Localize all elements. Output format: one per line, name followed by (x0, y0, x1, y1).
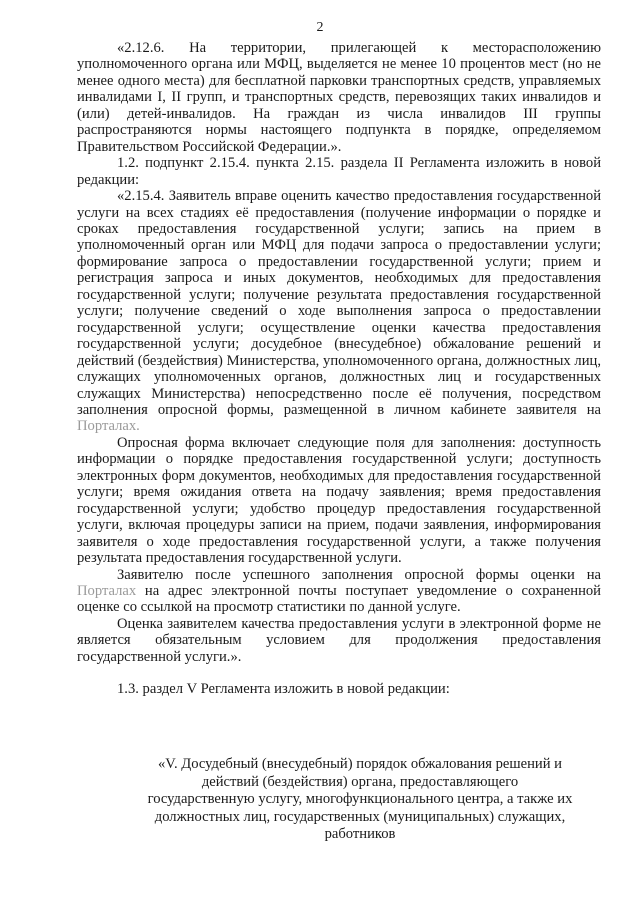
portals-link-text: Порталах. (77, 418, 140, 435)
heading-line-1: «V. Досудебный (внесудебный) порядок обжалования решений и (158, 756, 562, 772)
paragraph-2-15-4 (77, 188, 601, 435)
page-number: 2 (316, 20, 324, 35)
paragraph-notification-start: Заявителю после успешного заполнения опросной формы оценки на (117, 566, 601, 583)
heading-line-5: работников (324, 826, 396, 842)
document-body (77, 40, 601, 698)
paragraph-2-12-6: «2.12.6. На территории, прилегающей к месторасположению уполномоченного органа или МФЦ, выделяется не менее 10 процентов мест (но не менее одного места) для бесплатной парковки транспортных средств, управляемых инвалидами I, II групп, и транспортных средств, перевозящих таких инвалидов и (или) детей-инвалидов. На граждан из числа инвалидов III группы распространяются нормы настоящего подпункта в порядке, определяемом Правительством Российской Федерации.». (77, 40, 601, 155)
heading-line-2: действий (бездействия) органа, предоставляющего (201, 773, 519, 790)
heading-line-3: государственную услугу, многофункционального центра, а также их (147, 791, 573, 807)
paragraph-survey-form: Опросная форма включает следующие поля для заполнения: доступность информации о порядке предоставления государственной услуги; доступность электронных форм документов, необходимых для предоставления государственной услуги; время ожидания ответа на подачу заявления; время предоставления государственной услуги; удобство процедур предоставления государственной услуги, включая процедуры записи на прием, подачи заявления, информирования заявителя о ходе предоставления государственной услуги, а также получения результата предоставления государственной услуги. (77, 434, 601, 567)
heading-line-4: должностных лиц, государственных (муниципальных) служащих, (154, 808, 566, 825)
section-v-heading (140, 756, 580, 844)
paragraph-2-15-4-text: «2.15.4. Заявитель вправе оценить качество предоставления государственной услуги на всех стадиях её предоставления (получение информации о порядке и сроках предоставления государственной услуги; запись на прием в уполномоченный орган или МФЦ для подачи запроса о предоставлении услуги; формирование запроса о предоставлении государственной услуги; прием и регистрация запроса и иных документов, необходимых для предоставления государственной услуги; получение результата предоставления государственной услуги; получение сведений о ходе выполнения запроса о предоставлении государственной услуги; осуществление оценки качества предоставления государственной услуги; досудебное (внесудебное) обжалование решений и действий (бездействия) Министерства, уполномоченного органа, должностных лиц, служащих уполномоченных органов, должностных лиц и государственных служащих Министерства) непосредственно после её получения, посредством заполнения опросной формы, размещенной в личном кабинете заявителя на (77, 188, 601, 418)
paragraph-notification-end: на адрес электронной почты поступает уведомление о сохраненной оценке со ссылкой на просмотр статистики по данной услуге. (77, 582, 601, 616)
paragraph-1-2: 1.2. подпункт 2.15.4. пункта 2.15. раздела II Регламента изложить в новой редакции: (77, 155, 601, 188)
paragraph-notification (77, 567, 601, 616)
paragraph-1-3: 1.3. раздел V Регламента изложить в новой редакции: (117, 681, 450, 698)
paragraph-evaluation: Оценка заявителем качества предоставления услуги в электронной форме не является обязательным условием для продолжения предоставления государственной услуги.». (77, 615, 601, 665)
portals-link-text-2: Порталах (77, 582, 137, 599)
